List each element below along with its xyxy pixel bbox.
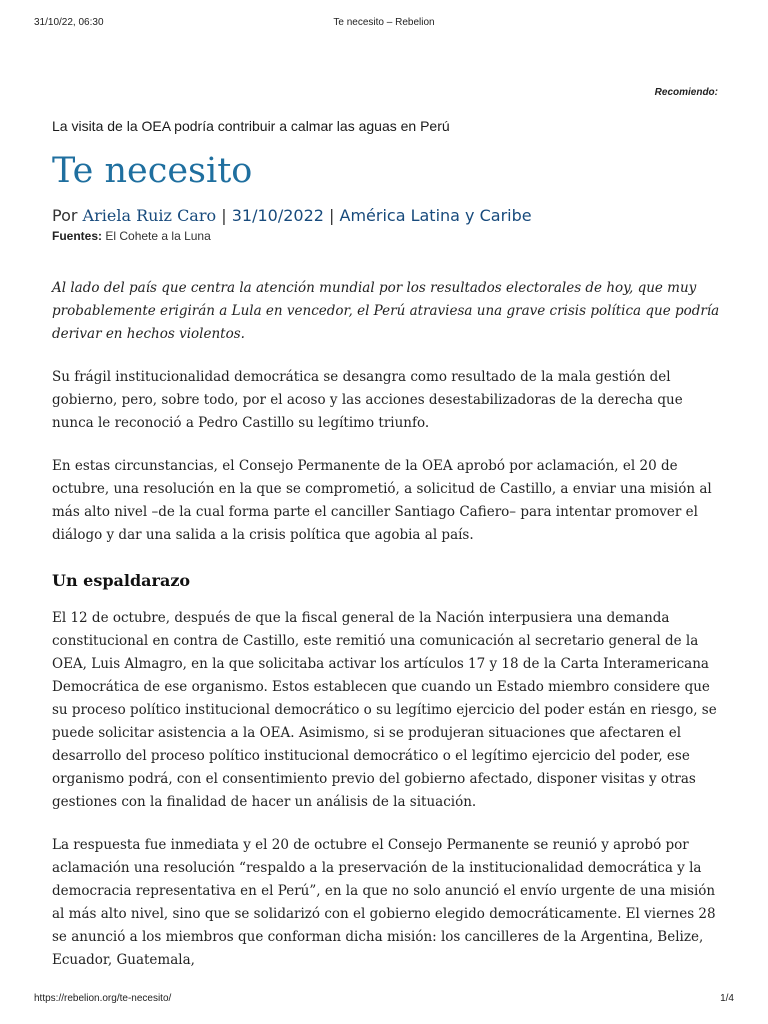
sources-label: Fuentes: bbox=[52, 229, 103, 243]
article-lead: Al lado del país que centra la atención mundial por los resultados electorales de hoy, que muy probablemente erigirán a Lula en vencedor, el Perú atraviesa una grave crisis política que podría derivar en hechos violentos. bbox=[52, 280, 720, 342]
byline-prefix: Por bbox=[52, 206, 78, 225]
recommend-label: Recomiendo: bbox=[654, 87, 718, 98]
author-link[interactable]: Ariela Ruiz Caro bbox=[82, 206, 217, 225]
article-kicker: La visita de la OEA podría contribuir a calmar las aguas en Perú bbox=[52, 118, 450, 134]
byline-separator: | bbox=[221, 206, 227, 225]
article-paragraph: En estas circunstancias, el Consejo Permanente de la OEA aprobó por aclamación, el 20 de octubre, una resolución en la que se comprometió, a solicitud de Castillo, a enviar una misión al más alto nivel –de la cual forma parte el canciller Santiago Cafiero– para intentar promover el diálogo y dar una salida a la crisis política que agobia al país. bbox=[52, 458, 712, 543]
date-link[interactable]: 31/10/2022 bbox=[231, 206, 324, 225]
article bbox=[52, 115, 720, 972]
print-footer bbox=[34, 993, 734, 1007]
sources-value: El Cohete a la Luna bbox=[105, 229, 211, 243]
article-paragraph: Su frágil institucionalidad democrática se desangra como resultado de la mala gestión del gobierno, pero, sobre todo, por el acoso y las acciones desestabilizadoras de la derecha que nunca le reconoció a Pedro Castillo su legítimo triunfo. bbox=[52, 369, 683, 431]
article-paragraph: La respuesta fue inmediata y el 20 de octubre el Consejo Permanente se reunió y aprobó por aclamación una resolución “respaldo a la preservación de la institucionalidad democrática y la democracia representativa en el Perú”, en la que no solo anunció el envío urgente de una misión al más alto nivel, sino que se solidarizó con el gobierno elegido democráticamente. El viernes 28 se anunció a los miembros que conforman dicha misión: los cancilleres de la Argentina, Belize, Ecuador, Guatemala, bbox=[52, 837, 716, 968]
byline-separator: | bbox=[329, 206, 335, 225]
article-paragraph: El 12 de octubre, después de que la fiscal general de la Nación interpusiera una demanda constitucional en contra de Castillo, este remitió una comunicación al secretario general de la OEA, Luis Almagro, en la que solicitaba activar los artículos 17 y 18 de la Carta Interamericana Democrática de ese organismo. Estos establecen que cuando un Estado miembro considere que su proceso político institucional democrático o su legítimo ejercicio del poder están en riesgo, se puede solicitar asistencia a la OEA. Asimismo, si se produjeran situaciones que afectaren el desarrollo del proceso político institucional democrático o el legítimo ejercicio del poder, ese organismo podrá, con el consentimiento previo del gobierno afectado, disponer visitas y otras gestiones con la finalidad de hacer un análisis de la situación. bbox=[52, 610, 717, 810]
print-datetime: 31/10/22, 06:30 bbox=[34, 17, 104, 28]
print-url: https://rebelion.org/te-necesito/ bbox=[34, 993, 172, 1004]
print-header bbox=[34, 17, 734, 31]
print-page-number: 1/4 bbox=[720, 993, 734, 1004]
category-link[interactable]: América Latina y Caribe bbox=[339, 206, 532, 225]
print-page-title: Te necesito – Rebelion bbox=[333, 17, 435, 28]
sources bbox=[52, 227, 720, 245]
article-title: Te necesito bbox=[52, 151, 253, 191]
byline bbox=[52, 205, 720, 227]
section-heading: Un espaldarazo bbox=[52, 571, 191, 590]
